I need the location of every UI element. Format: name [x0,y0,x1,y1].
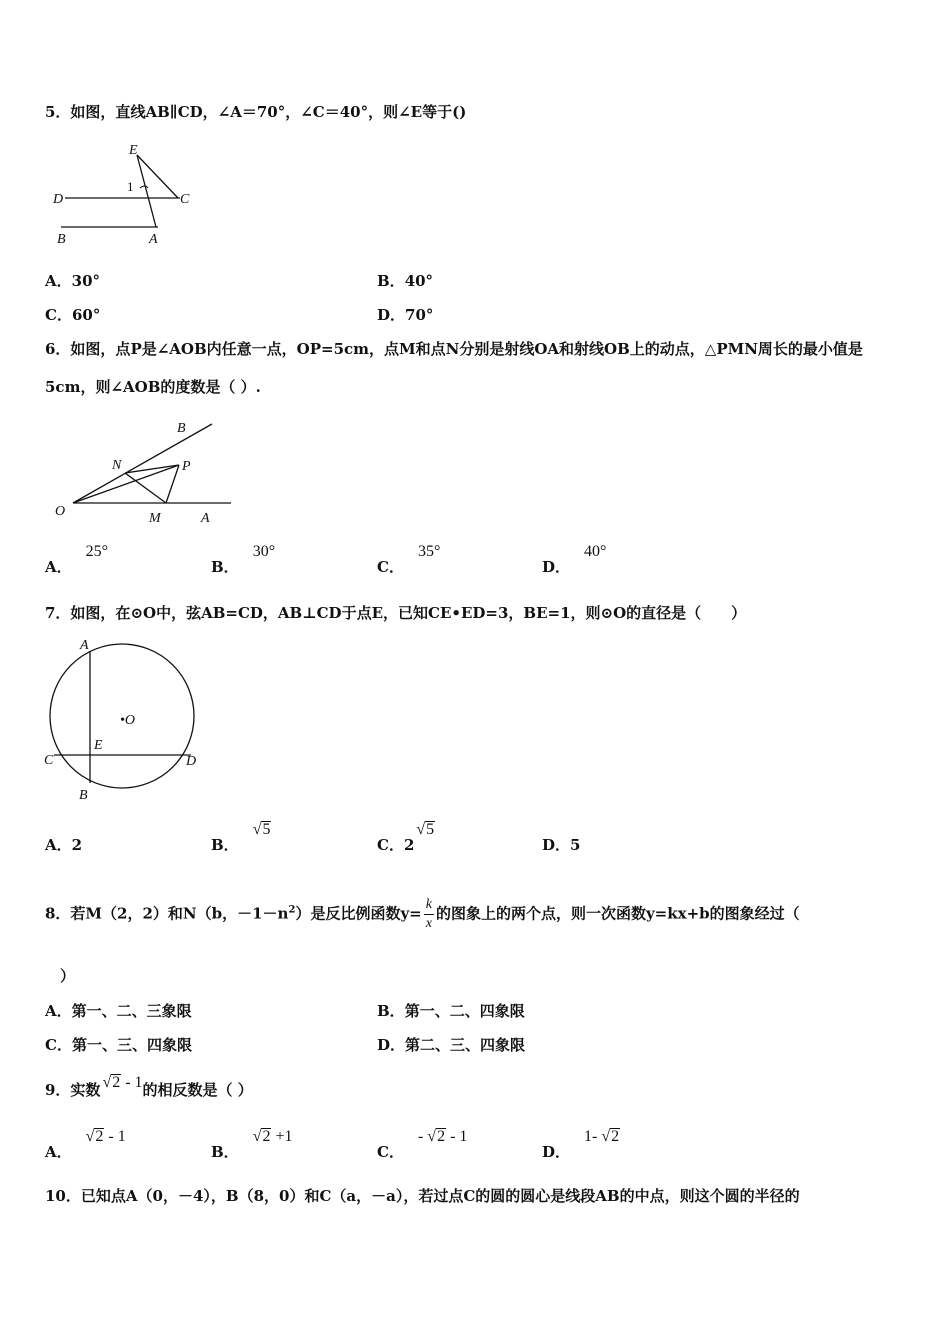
q9-stem-post: 的相反数是（ ） [142,1081,253,1099]
option-letter: C． [45,1036,72,1054]
q8-stem-post: 的图象上的两个点，则一次函数y=kx+b的图象经过（ [435,904,800,923]
q6-option-a[interactable] [45,543,109,577]
option-text: 35° [417,543,441,560]
option-letter: C． [45,306,72,324]
option-radicand: 2 [611,1128,620,1145]
q7-option-b[interactable]: B．√5 [211,821,271,854]
option-letter: A． [45,1002,72,1020]
q6-option-d[interactable] [542,543,607,577]
q8-stem-mid: ）是反比例函数y= [295,904,422,923]
option-radicand: 2 [262,1128,271,1145]
option-letter: B． [377,272,405,290]
q9-radicand: 2 [112,1074,121,1091]
q6-figure [45,416,245,528]
option-letter: C． [377,836,404,854]
option-radicand: 2 [437,1128,446,1145]
option-letter: D． [542,1143,571,1161]
q9-option-a[interactable]: A．√2 - 1 [45,1128,126,1161]
option-prefix: - [417,1128,428,1145]
option-letter: B． [211,836,239,854]
fraction-numerator: k [424,896,434,915]
option-letter: C． [377,558,404,576]
option-text: 30° [71,272,101,290]
q8-stem [45,896,800,933]
q7-label-c: C [44,753,54,768]
q9-option-b[interactable]: B．√2 +1 [211,1128,293,1161]
q7-label-a: A [80,638,89,653]
option-prefix: 1- [584,1128,602,1145]
q6-option-b[interactable] [211,543,276,577]
q6-label-m: M [149,511,161,526]
option-letter: D． [377,1036,406,1054]
option-letter: A． [45,836,72,854]
q5-option-b[interactable] [377,270,433,291]
q8-option-a[interactable] [45,1000,192,1021]
q5-label-e: E [129,143,138,158]
q5-label-b: B [57,232,66,247]
q7-label-b: B [79,788,88,803]
option-text: 第二、三、四象限 [405,1036,526,1054]
q8-stem-pre: 8．若M（2，2）和N（b，－1－n [45,904,289,923]
option-radicand: 5 [426,821,435,838]
q7-label-e: E [94,738,103,753]
q6-label-o: O [55,504,66,519]
option-tail: - 1 [104,1128,126,1145]
q8-option-d[interactable] [377,1034,525,1055]
option-text: 5 [570,836,581,854]
q8-superscript: 2 [288,904,296,916]
option-letter: D． [377,306,406,324]
option-letter: A． [45,272,72,290]
q7-stem: 7．如图，在⊙O中，弦AB=CD，AB⊥CD于点E，已知CE•ED=3，BE=1，则⊙O的直径是（ ） [45,604,747,622]
q7-label-d: D [186,754,197,769]
q10-stem: 10．已知点A（0，－4），B（8，0）和C（a，－a），若过点C的圆的圆心是线段AB的中点，则这个圆的半径的 [45,1187,800,1205]
option-letter: D． [542,836,571,854]
option-radicand: 5 [262,821,271,838]
option-text: 40° [584,543,607,560]
q5-option-d[interactable] [377,304,433,325]
q5-label-angle1: 1 [127,179,134,194]
q8-option-b[interactable] [377,1000,525,1021]
option-text: 第一、二、四象限 [404,1002,525,1020]
q7-figure [40,632,210,807]
q6-label-a: A [201,511,210,526]
q5-label-c: C [180,192,190,207]
q8-option-c[interactable] [45,1034,192,1055]
q6-option-c[interactable] [377,543,441,577]
q6-label-p: P [182,459,191,474]
option-letter: B． [211,558,239,576]
q5-option-c[interactable] [45,304,100,325]
option-text: 60° [71,306,101,324]
q5-figure [45,138,205,250]
option-text: 40° [404,272,434,290]
q6-label-n: N [112,458,122,473]
option-letter: D． [542,558,571,576]
q7-option-d[interactable] [542,834,580,855]
q9-expr-tail: - 1 [121,1074,143,1091]
q8-stem-close: ） [60,967,76,985]
q7-option-a[interactable] [45,834,82,855]
q5-label-d: D [53,192,64,207]
q7-option-c[interactable]: C．2√5 [377,821,435,854]
option-text: 2 [71,836,83,854]
option-text: 30° [252,543,276,560]
q7-label-o: •O [120,713,136,728]
q9-stem: 9．实数 √2 - 1的相反数是（ ） [45,1074,253,1099]
q9-stem-pre: 9．实数 [45,1081,101,1099]
option-tail: - 1 [446,1128,468,1145]
option-letter: A． [45,1143,72,1161]
option-text: 第一、二、三象限 [71,1002,192,1020]
q5-option-a[interactable] [45,270,100,291]
q9-option-d[interactable]: D．1- √2 [542,1128,620,1161]
q9-option-c[interactable]: C．- √2 - 1 [377,1128,468,1161]
option-text: 25° [85,543,109,560]
option-letter: B． [377,1002,405,1020]
q5-label-a: A [149,232,158,247]
q5-stem: 5．如图，直线AB∥CD，∠A＝70°，∠C＝40°，则∠E等于() [45,103,467,121]
option-text: 第一、三、四象限 [71,1036,192,1054]
option-prefix: 2 [403,836,415,854]
option-radicand: 2 [95,1128,104,1145]
q6-stem: 6．如图，点P是∠AOB内任意一点，OP=5cm，点M和点N分别是射线OA和射线OB上的动点，△PMN周长的最小值是5cm，则∠AOB的度数是（ ）. [45,340,863,396]
option-letter: A． [45,558,72,576]
q6-label-b: B [177,421,186,436]
fraction-denominator: x [425,916,432,931]
q8-fraction [424,896,434,933]
option-text: 70° [405,306,434,324]
option-tail: +1 [271,1128,293,1145]
option-letter: B． [211,1143,239,1161]
option-letter: C． [377,1143,404,1161]
